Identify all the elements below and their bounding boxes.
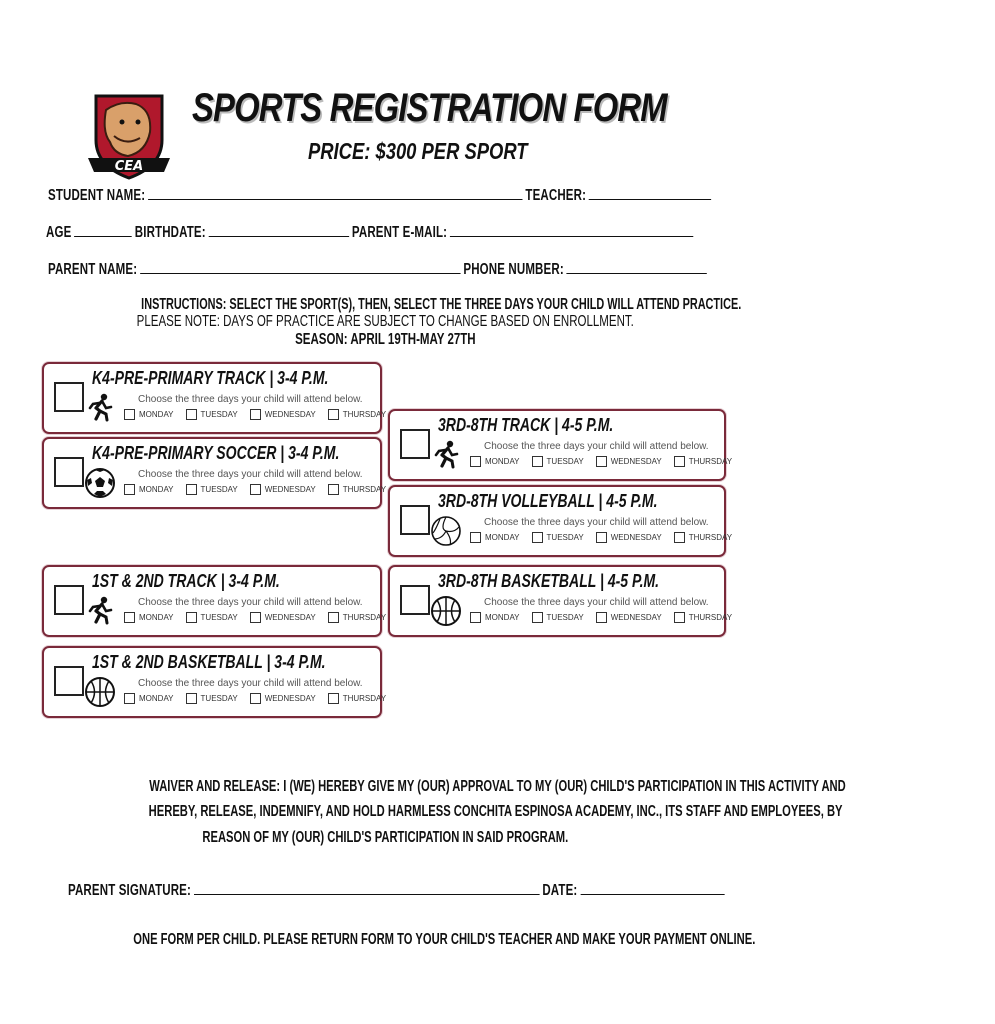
day-option[interactable] bbox=[186, 612, 238, 623]
logo-text: CEA bbox=[114, 159, 144, 174]
day-option[interactable] bbox=[532, 612, 584, 623]
age-label: AGE bbox=[46, 224, 72, 241]
soccer-ball-icon bbox=[84, 467, 116, 499]
sport-card bbox=[388, 485, 733, 557]
day-label: WEDNESDAY bbox=[264, 410, 316, 419]
day-checkbox[interactable] bbox=[470, 612, 481, 623]
day-label: WEDNESDAY bbox=[610, 613, 662, 622]
day-options bbox=[124, 693, 398, 704]
day-label: MONDAY bbox=[485, 613, 520, 622]
day-checkbox[interactable] bbox=[328, 409, 339, 420]
day-option[interactable] bbox=[674, 456, 732, 467]
parent-name-field[interactable] bbox=[140, 259, 460, 274]
day-checkbox[interactable] bbox=[470, 456, 481, 467]
parent-email-label: PARENT E-MAIL: bbox=[351, 224, 448, 241]
day-checkbox[interactable] bbox=[328, 484, 339, 495]
day-option[interactable] bbox=[532, 456, 584, 467]
day-label: MONDAY bbox=[139, 694, 174, 703]
runner-icon bbox=[430, 439, 462, 471]
date-label: DATE: bbox=[542, 882, 578, 899]
day-label: TUESDAY bbox=[546, 613, 584, 622]
parent-signature-field[interactable] bbox=[194, 880, 540, 895]
waiver-line-1: WAIVER AND RELEASE: I (WE) HEREBY GIVE MY (OUR) APPROVAL TO MY (OUR) CHILD'S PARTICIPATION IN THIS ACTIVITY AND bbox=[149, 778, 846, 795]
instructions-line-2: PLEASE NOTE: DAYS OF PRACTICE ARE SUBJECT TO CHANGE BASED ON ENROLLMENT. bbox=[136, 313, 634, 330]
day-option[interactable] bbox=[674, 532, 732, 543]
day-checkbox[interactable] bbox=[124, 612, 135, 623]
day-options bbox=[470, 456, 744, 467]
day-label: WEDNESDAY bbox=[610, 533, 662, 542]
date-field[interactable] bbox=[580, 880, 724, 895]
day-option[interactable] bbox=[124, 409, 174, 420]
choose-days-instruction: Choose the three days your child will attend below. bbox=[484, 517, 709, 528]
choose-days-instruction: Choose the three days your child will attend below. bbox=[138, 469, 363, 480]
waiver-line-3: REASON OF MY (OUR) CHILD'S PARTICIPATION IN SAID PROGRAM. bbox=[202, 829, 568, 846]
sport-title: 3RD-8TH BASKETBALL | 4-5 P.M. bbox=[438, 571, 660, 591]
day-checkbox[interactable] bbox=[532, 532, 543, 543]
sport-title: 1ST & 2ND TRACK | 3-4 P.M. bbox=[92, 571, 280, 591]
day-option[interactable] bbox=[532, 532, 584, 543]
day-option[interactable] bbox=[596, 532, 662, 543]
day-checkbox[interactable] bbox=[124, 409, 135, 420]
sport-select-checkbox[interactable] bbox=[54, 585, 84, 615]
day-checkbox[interactable] bbox=[124, 693, 135, 704]
day-label: TUESDAY bbox=[546, 457, 584, 466]
sport-title: 3RD-8TH TRACK | 4-5 P.M. bbox=[438, 415, 614, 435]
day-label: TUESDAY bbox=[546, 533, 584, 542]
day-checkbox[interactable] bbox=[532, 456, 543, 467]
sport-card bbox=[388, 565, 733, 637]
runner-icon bbox=[84, 595, 116, 627]
day-options bbox=[124, 484, 398, 495]
day-checkbox[interactable] bbox=[674, 456, 685, 467]
day-label: THURSDAY bbox=[688, 533, 733, 542]
day-label: WEDNESDAY bbox=[264, 485, 316, 494]
day-checkbox[interactable] bbox=[328, 693, 339, 704]
day-checkbox[interactable] bbox=[250, 484, 261, 495]
sport-select-checkbox[interactable] bbox=[54, 666, 84, 696]
day-options bbox=[470, 532, 744, 543]
sport-card bbox=[42, 437, 387, 509]
sport-title: 1ST & 2ND BASKETBALL | 3-4 P.M. bbox=[92, 652, 326, 672]
day-option[interactable] bbox=[674, 612, 732, 623]
day-option[interactable] bbox=[186, 484, 238, 495]
day-option[interactable] bbox=[470, 532, 520, 543]
teacher-label: TEACHER: bbox=[525, 187, 587, 204]
day-label: TUESDAY bbox=[200, 410, 238, 419]
day-label: THURSDAY bbox=[342, 485, 387, 494]
day-checkbox[interactable] bbox=[596, 612, 607, 623]
day-checkbox[interactable] bbox=[186, 693, 197, 704]
day-checkbox[interactable] bbox=[596, 456, 607, 467]
day-label: WEDNESDAY bbox=[264, 694, 316, 703]
day-option[interactable] bbox=[328, 484, 386, 495]
choose-days-instruction: Choose the three days your child will attend below. bbox=[484, 441, 709, 452]
day-label: WEDNESDAY bbox=[264, 613, 316, 622]
day-option[interactable] bbox=[328, 612, 386, 623]
day-checkbox[interactable] bbox=[250, 612, 261, 623]
day-checkbox[interactable] bbox=[124, 484, 135, 495]
choose-days-instruction: Choose the three days your child will attend below. bbox=[484, 597, 709, 608]
student-name-label: STUDENT NAME: bbox=[48, 187, 146, 204]
parent-signature-label: PARENT SIGNATURE: bbox=[68, 882, 191, 899]
day-label: TUESDAY bbox=[200, 613, 238, 622]
sport-select-checkbox[interactable] bbox=[54, 382, 84, 412]
day-option[interactable] bbox=[328, 693, 386, 704]
day-checkbox[interactable] bbox=[250, 409, 261, 420]
student-name-field[interactable] bbox=[148, 185, 522, 200]
sport-card bbox=[42, 565, 387, 637]
day-checkbox[interactable] bbox=[674, 612, 685, 623]
runner-icon bbox=[84, 392, 116, 424]
birthdate-label: BIRTHDATE: bbox=[134, 224, 206, 241]
day-checkbox[interactable] bbox=[328, 612, 339, 623]
day-option[interactable] bbox=[124, 484, 174, 495]
sport-card bbox=[42, 362, 387, 434]
sport-card bbox=[388, 409, 733, 481]
day-label: THURSDAY bbox=[688, 457, 733, 466]
day-options bbox=[470, 612, 744, 623]
day-label: THURSDAY bbox=[342, 694, 387, 703]
day-option[interactable] bbox=[250, 693, 316, 704]
sport-select-checkbox[interactable] bbox=[400, 585, 430, 615]
parent-email-field[interactable] bbox=[450, 222, 693, 237]
day-option[interactable] bbox=[470, 612, 520, 623]
age-field[interactable] bbox=[74, 222, 132, 237]
day-option[interactable] bbox=[124, 612, 174, 623]
sport-title: 3RD-8TH VOLLEYBALL | 4-5 P.M. bbox=[438, 491, 658, 511]
day-option[interactable] bbox=[186, 409, 238, 420]
choose-days-instruction: Choose the three days your child will attend below. bbox=[138, 394, 363, 405]
waiver-line-2: HEREBY, RELEASE, INDEMNIFY, AND HOLD HARMLESS CONCHITA ESPINOSA ACADEMY, INC., ITS STAFF AND EMPLOYEES, BY bbox=[148, 803, 843, 820]
day-checkbox[interactable] bbox=[532, 612, 543, 623]
day-checkbox[interactable] bbox=[470, 532, 481, 543]
sport-title: K4-PRE-PRIMARY TRACK | 3-4 P.M. bbox=[92, 368, 329, 388]
day-option[interactable] bbox=[470, 456, 520, 467]
day-option[interactable] bbox=[250, 612, 316, 623]
day-label: TUESDAY bbox=[200, 485, 238, 494]
day-option[interactable] bbox=[596, 456, 662, 467]
footer-note: ONE FORM PER CHILD. PLEASE RETURN FORM TO YOUR CHILD'S TEACHER AND MAKE YOUR PAYMENT ONLINE. bbox=[133, 931, 756, 948]
teacher-field[interactable] bbox=[589, 185, 711, 200]
instructions-line-3: SEASON: APRIL 19TH-MAY 27TH bbox=[294, 331, 476, 348]
day-checkbox[interactable] bbox=[250, 693, 261, 704]
row-age bbox=[46, 222, 696, 242]
sport-title: K4-PRE-PRIMARY SOCCER | 3-4 P.M. bbox=[92, 443, 340, 463]
parent-name-label: PARENT NAME: bbox=[48, 261, 138, 278]
day-checkbox[interactable] bbox=[596, 532, 607, 543]
day-option[interactable] bbox=[596, 612, 662, 623]
basketball-icon bbox=[430, 595, 462, 627]
choose-days-instruction: Choose the three days your child will attend below. bbox=[138, 597, 363, 608]
price-label: PRICE: $300 PER SPORT bbox=[308, 138, 528, 164]
row-parent bbox=[48, 259, 710, 279]
day-option[interactable] bbox=[328, 409, 386, 420]
day-label: THURSDAY bbox=[342, 410, 387, 419]
day-checkbox[interactable] bbox=[674, 532, 685, 543]
day-options bbox=[124, 409, 398, 420]
day-label: THURSDAY bbox=[688, 613, 733, 622]
row-student bbox=[48, 185, 714, 205]
day-checkbox[interactable] bbox=[186, 409, 197, 420]
volleyball-icon bbox=[430, 515, 462, 547]
phone-field[interactable] bbox=[567, 259, 707, 274]
day-options bbox=[124, 612, 398, 623]
day-checkbox[interactable] bbox=[186, 612, 197, 623]
phone-label: PHONE NUMBER: bbox=[463, 261, 564, 278]
instructions-line-1: INSTRUCTIONS: SELECT THE SPORT(S), THEN, SELECT THE THREE DAYS YOUR CHILD WILL ATTEND PRACTICE. bbox=[141, 296, 742, 313]
sport-select-checkbox[interactable] bbox=[400, 505, 430, 535]
day-label: WEDNESDAY bbox=[610, 457, 662, 466]
birthdate-field[interactable] bbox=[209, 222, 349, 237]
day-option[interactable] bbox=[124, 693, 174, 704]
day-label: TUESDAY bbox=[200, 694, 238, 703]
choose-days-instruction: Choose the three days your child will attend below. bbox=[138, 678, 363, 689]
day-option[interactable] bbox=[250, 484, 316, 495]
day-label: MONDAY bbox=[139, 410, 174, 419]
day-checkbox[interactable] bbox=[186, 484, 197, 495]
sport-select-checkbox[interactable] bbox=[400, 429, 430, 459]
sport-card bbox=[42, 646, 387, 718]
sport-select-checkbox[interactable] bbox=[54, 457, 84, 487]
school-logo bbox=[86, 88, 172, 184]
day-label: MONDAY bbox=[139, 485, 174, 494]
day-option[interactable] bbox=[186, 693, 238, 704]
day-label: THURSDAY bbox=[342, 613, 387, 622]
day-label: MONDAY bbox=[139, 613, 174, 622]
day-label: MONDAY bbox=[485, 533, 520, 542]
basketball-icon bbox=[84, 676, 116, 708]
day-label: MONDAY bbox=[485, 457, 520, 466]
signature-row bbox=[68, 880, 727, 900]
form-title: SPORTS REGISTRATION FORM bbox=[192, 86, 667, 130]
day-option[interactable] bbox=[250, 409, 316, 420]
